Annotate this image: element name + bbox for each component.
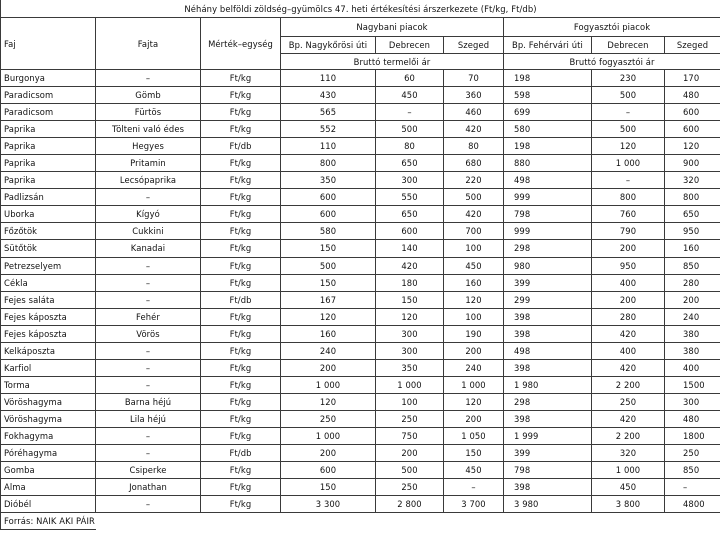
cell-fajta: Barna héjú bbox=[96, 393, 201, 410]
cell-unit: Ft/db bbox=[201, 291, 281, 308]
table-row bbox=[1, 223, 720, 240]
cell-retail-bp: 798 bbox=[504, 462, 592, 479]
cell-wholesale-szeged: 100 bbox=[444, 240, 504, 257]
cell-wholesale-szeged: 70 bbox=[444, 70, 504, 87]
cell-wholesale-debrecen: 500 bbox=[376, 121, 444, 138]
cell-fajta: – bbox=[96, 189, 201, 206]
cell-retail-bp: 699 bbox=[504, 104, 592, 121]
cell-faj: Fejes káposzta bbox=[1, 308, 96, 325]
header-wholesale-group: Nagybani piacok bbox=[281, 18, 504, 37]
cell-retail-debrecen: – bbox=[592, 172, 665, 189]
cell-retail-bp: 398 bbox=[504, 308, 592, 325]
table-row bbox=[1, 274, 720, 291]
cell-retail-szeged: 160 bbox=[665, 240, 720, 257]
cell-fajta: Tölteni való édes bbox=[96, 121, 201, 138]
cell-wholesale-szeged: 200 bbox=[444, 410, 504, 427]
cell-wholesale-szeged: 1 050 bbox=[444, 427, 504, 444]
cell-wholesale-bp: 600 bbox=[281, 206, 376, 223]
cell-retail-bp: 580 bbox=[504, 121, 592, 138]
cell-fajta: – bbox=[96, 70, 201, 87]
cell-retail-debrecen: 500 bbox=[592, 121, 665, 138]
cell-wholesale-bp: 167 bbox=[281, 291, 376, 308]
cell-faj: Karfiol bbox=[1, 359, 96, 376]
cell-unit: Ft/kg bbox=[201, 70, 281, 87]
cell-wholesale-szeged: 680 bbox=[444, 155, 504, 172]
cell-retail-debrecen: 1 000 bbox=[592, 462, 665, 479]
cell-wholesale-debrecen: 100 bbox=[376, 393, 444, 410]
cell-unit: Ft/kg bbox=[201, 427, 281, 444]
cell-fajta: – bbox=[96, 274, 201, 291]
cell-unit: Ft/kg bbox=[201, 87, 281, 104]
cell-fajta: – bbox=[96, 496, 201, 513]
cell-faj: Fejes saláta bbox=[1, 291, 96, 308]
cell-unit: Ft/db bbox=[201, 445, 281, 462]
cell-unit: Ft/kg bbox=[201, 393, 281, 410]
cell-wholesale-szeged: 420 bbox=[444, 121, 504, 138]
cell-wholesale-bp: 110 bbox=[281, 70, 376, 87]
cell-unit: Ft/kg bbox=[201, 359, 281, 376]
header-fajta: Fajta bbox=[96, 18, 201, 70]
cell-retail-bp: 880 bbox=[504, 155, 592, 172]
header-retail-szeged: Szeged bbox=[665, 37, 720, 54]
table-row bbox=[1, 104, 720, 121]
cell-retail-bp: 498 bbox=[504, 342, 592, 359]
cell-faj: Fejes káposzta bbox=[1, 325, 96, 342]
header-unit: Mérték–egység bbox=[201, 18, 281, 70]
cell-wholesale-debrecen: 500 bbox=[376, 462, 444, 479]
cell-wholesale-debrecen: 650 bbox=[376, 206, 444, 223]
cell-fajta: Vörös bbox=[96, 325, 201, 342]
cell-fajta: Fürtös bbox=[96, 104, 201, 121]
cell-wholesale-bp: 120 bbox=[281, 308, 376, 325]
table-row bbox=[1, 240, 720, 257]
cell-retail-szeged: 400 bbox=[665, 359, 720, 376]
cell-retail-bp: 999 bbox=[504, 189, 592, 206]
cell-wholesale-bp: 150 bbox=[281, 479, 376, 496]
cell-retail-debrecen: 400 bbox=[592, 342, 665, 359]
table-row bbox=[1, 172, 720, 189]
cell-faj: Vöröshagyma bbox=[1, 410, 96, 427]
cell-retail-szeged: 170 bbox=[665, 70, 720, 87]
cell-unit: Ft/kg bbox=[201, 155, 281, 172]
cell-fajta: Gömb bbox=[96, 87, 201, 104]
table-row bbox=[1, 325, 720, 342]
cell-wholesale-debrecen: 650 bbox=[376, 155, 444, 172]
cell-wholesale-bp: 1 000 bbox=[281, 427, 376, 444]
header-faj: Faj bbox=[1, 18, 96, 70]
cell-wholesale-bp: 580 bbox=[281, 223, 376, 240]
cell-retail-szeged: 480 bbox=[665, 410, 720, 427]
cell-wholesale-debrecen: 300 bbox=[376, 172, 444, 189]
cell-wholesale-szeged: 160 bbox=[444, 274, 504, 291]
cell-wholesale-szeged: – bbox=[444, 479, 504, 496]
cell-unit: Ft/kg bbox=[201, 121, 281, 138]
cell-faj: Paprika bbox=[1, 172, 96, 189]
cell-wholesale-bp: 250 bbox=[281, 410, 376, 427]
cell-retail-szeged: 300 bbox=[665, 393, 720, 410]
table-row bbox=[1, 189, 720, 206]
cell-wholesale-debrecen: 750 bbox=[376, 427, 444, 444]
cell-unit: Ft/kg bbox=[201, 410, 281, 427]
cell-faj: Burgonya bbox=[1, 70, 96, 87]
cell-retail-szeged: 950 bbox=[665, 223, 720, 240]
cell-fajta: – bbox=[96, 342, 201, 359]
cell-retail-bp: 1 980 bbox=[504, 376, 592, 393]
cell-wholesale-debrecen: 120 bbox=[376, 308, 444, 325]
cell-retail-szeged: 600 bbox=[665, 104, 720, 121]
cell-fajta: – bbox=[96, 359, 201, 376]
table-row bbox=[1, 445, 720, 462]
cell-retail-debrecen: 800 bbox=[592, 189, 665, 206]
cell-faj: Paradicsom bbox=[1, 87, 96, 104]
cell-faj: Főzőtök bbox=[1, 223, 96, 240]
cell-retail-debrecen: 250 bbox=[592, 393, 665, 410]
cell-retail-debrecen: 280 bbox=[592, 308, 665, 325]
cell-retail-debrecen: 200 bbox=[592, 240, 665, 257]
cell-wholesale-szeged: 450 bbox=[444, 257, 504, 274]
cell-wholesale-bp: 150 bbox=[281, 274, 376, 291]
cell-wholesale-bp: 3 300 bbox=[281, 496, 376, 513]
cell-retail-debrecen: 500 bbox=[592, 87, 665, 104]
cell-retail-bp: 980 bbox=[504, 257, 592, 274]
cell-retail-bp: 198 bbox=[504, 70, 592, 87]
cell-fajta: Fehér bbox=[96, 308, 201, 325]
cell-wholesale-szeged: 240 bbox=[444, 359, 504, 376]
cell-unit: Ft/kg bbox=[201, 342, 281, 359]
cell-faj: Dióbél bbox=[1, 496, 96, 513]
cell-unit: Ft/kg bbox=[201, 172, 281, 189]
cell-unit: Ft/kg bbox=[201, 240, 281, 257]
cell-wholesale-szeged: 460 bbox=[444, 104, 504, 121]
cell-unit: Ft/kg bbox=[201, 274, 281, 291]
cell-retail-szeged: 240 bbox=[665, 308, 720, 325]
cell-retail-bp: 198 bbox=[504, 138, 592, 155]
cell-retail-szeged: 280 bbox=[665, 274, 720, 291]
cell-retail-szeged: 320 bbox=[665, 172, 720, 189]
table-row bbox=[1, 410, 720, 427]
table-row bbox=[1, 359, 720, 376]
cell-retail-szeged: 1800 bbox=[665, 427, 720, 444]
cell-wholesale-bp: 430 bbox=[281, 87, 376, 104]
header-wholesale-debrecen: Debrecen bbox=[376, 37, 444, 54]
cell-retail-szeged: 1500 bbox=[665, 376, 720, 393]
cell-retail-debrecen: 420 bbox=[592, 410, 665, 427]
table-row bbox=[1, 291, 720, 308]
cell-wholesale-bp: 120 bbox=[281, 393, 376, 410]
cell-retail-bp: 398 bbox=[504, 479, 592, 496]
cell-wholesale-szeged: 80 bbox=[444, 138, 504, 155]
cell-fajta: Hegyes bbox=[96, 138, 201, 155]
table-row bbox=[1, 155, 720, 172]
cell-wholesale-szeged: 420 bbox=[444, 206, 504, 223]
cell-retail-debrecen: 450 bbox=[592, 479, 665, 496]
cell-unit: Ft/kg bbox=[201, 104, 281, 121]
header-retail-group: Fogyasztói piacok bbox=[504, 18, 720, 37]
cell-retail-szeged: 250 bbox=[665, 445, 720, 462]
cell-retail-szeged: – bbox=[665, 479, 720, 496]
cell-faj: Paradicsom bbox=[1, 104, 96, 121]
cell-retail-debrecen: 420 bbox=[592, 325, 665, 342]
cell-fajta: Lecsópaprika bbox=[96, 172, 201, 189]
cell-fajta: – bbox=[96, 376, 201, 393]
cell-wholesale-debrecen: 200 bbox=[376, 445, 444, 462]
table-row bbox=[1, 376, 720, 393]
cell-fajta: – bbox=[96, 427, 201, 444]
cell-retail-bp: 398 bbox=[504, 410, 592, 427]
cell-retail-bp: 399 bbox=[504, 274, 592, 291]
cell-wholesale-debrecen: 80 bbox=[376, 138, 444, 155]
cell-fajta: Kanadai bbox=[96, 240, 201, 257]
cell-retail-bp: 398 bbox=[504, 359, 592, 376]
cell-retail-debrecen: 1 000 bbox=[592, 155, 665, 172]
table-row bbox=[1, 87, 720, 104]
cell-fajta: – bbox=[96, 445, 201, 462]
cell-retail-debrecen: 230 bbox=[592, 70, 665, 87]
cell-retail-szeged: 200 bbox=[665, 291, 720, 308]
cell-faj: Torma bbox=[1, 376, 96, 393]
cell-fajta: Cukkini bbox=[96, 223, 201, 240]
table-row bbox=[1, 70, 720, 87]
cell-fajta: – bbox=[96, 257, 201, 274]
cell-wholesale-szeged: 150 bbox=[444, 445, 504, 462]
cell-wholesale-bp: 200 bbox=[281, 445, 376, 462]
cell-wholesale-bp: 240 bbox=[281, 342, 376, 359]
cell-wholesale-debrecen: 420 bbox=[376, 257, 444, 274]
table-row bbox=[1, 342, 720, 359]
cell-wholesale-bp: 160 bbox=[281, 325, 376, 342]
table-row bbox=[1, 393, 720, 410]
cell-retail-debrecen: 420 bbox=[592, 359, 665, 376]
cell-faj: Petrezselyem bbox=[1, 257, 96, 274]
cell-faj: Gomba bbox=[1, 462, 96, 479]
cell-retail-debrecen: 790 bbox=[592, 223, 665, 240]
cell-wholesale-szeged: 360 bbox=[444, 87, 504, 104]
table-row bbox=[1, 257, 720, 274]
source-note: Forrás: NAIK AKI PÁIR bbox=[1, 513, 96, 530]
cell-retail-szeged: 380 bbox=[665, 325, 720, 342]
cell-faj: Paprika bbox=[1, 138, 96, 155]
cell-unit: Ft/kg bbox=[201, 257, 281, 274]
cell-wholesale-debrecen: 2 800 bbox=[376, 496, 444, 513]
cell-fajta: Pritamin bbox=[96, 155, 201, 172]
cell-wholesale-debrecen: 600 bbox=[376, 223, 444, 240]
cell-wholesale-debrecen: – bbox=[376, 104, 444, 121]
cell-unit: Ft/kg bbox=[201, 325, 281, 342]
cell-retail-szeged: 120 bbox=[665, 138, 720, 155]
cell-retail-bp: 598 bbox=[504, 87, 592, 104]
cell-wholesale-debrecen: 1 000 bbox=[376, 376, 444, 393]
table-row bbox=[1, 496, 720, 513]
cell-retail-debrecen: 320 bbox=[592, 445, 665, 462]
cell-wholesale-szeged: 3 700 bbox=[444, 496, 504, 513]
cell-fajta: Lila héjú bbox=[96, 410, 201, 427]
cell-retail-bp: 398 bbox=[504, 325, 592, 342]
cell-faj: Paprika bbox=[1, 121, 96, 138]
cell-wholesale-debrecen: 60 bbox=[376, 70, 444, 87]
header-wholesale-szeged: Szeged bbox=[444, 37, 504, 54]
cell-retail-bp: 299 bbox=[504, 291, 592, 308]
table-row bbox=[1, 308, 720, 325]
cell-wholesale-bp: 150 bbox=[281, 240, 376, 257]
cell-faj: Póréhagyma bbox=[1, 445, 96, 462]
cell-faj: Sütőtök bbox=[1, 240, 96, 257]
header-retail-debrecen: Debrecen bbox=[592, 37, 665, 54]
cell-retail-szeged: 600 bbox=[665, 121, 720, 138]
cell-unit: Ft/kg bbox=[201, 462, 281, 479]
cell-retail-debrecen: 200 bbox=[592, 291, 665, 308]
cell-wholesale-debrecen: 140 bbox=[376, 240, 444, 257]
cell-retail-debrecen: 950 bbox=[592, 257, 665, 274]
cell-retail-bp: 498 bbox=[504, 172, 592, 189]
cell-wholesale-szeged: 450 bbox=[444, 462, 504, 479]
cell-wholesale-bp: 110 bbox=[281, 138, 376, 155]
cell-retail-szeged: 650 bbox=[665, 206, 720, 223]
cell-fajta: – bbox=[96, 291, 201, 308]
cell-wholesale-szeged: 500 bbox=[444, 189, 504, 206]
cell-wholesale-debrecen: 300 bbox=[376, 342, 444, 359]
cell-unit: Ft/kg bbox=[201, 308, 281, 325]
cell-retail-szeged: 480 bbox=[665, 87, 720, 104]
cell-unit: Ft/kg bbox=[201, 479, 281, 496]
cell-fajta: Kígyó bbox=[96, 206, 201, 223]
cell-fajta: Csiperke bbox=[96, 462, 201, 479]
cell-fajta: Jonathan bbox=[96, 479, 201, 496]
table-title: Néhány belföldi zöldség–gyümölcs 47. heti értékesítési árszerkezete (Ft/kg, Ft/db) bbox=[1, 0, 720, 18]
cell-faj: Paprika bbox=[1, 155, 96, 172]
cell-wholesale-bp: 200 bbox=[281, 359, 376, 376]
cell-wholesale-szeged: 700 bbox=[444, 223, 504, 240]
cell-retail-debrecen: – bbox=[592, 104, 665, 121]
table-row bbox=[1, 121, 720, 138]
cell-unit: Ft/db bbox=[201, 138, 281, 155]
cell-wholesale-bp: 600 bbox=[281, 189, 376, 206]
header-wholesale-bp: Bp. Nagykőrösi úti bbox=[281, 37, 376, 54]
cell-faj: Fokhagyma bbox=[1, 427, 96, 444]
header-wholesale-sub: Bruttó termelői ár bbox=[281, 54, 504, 70]
cell-wholesale-szeged: 190 bbox=[444, 325, 504, 342]
cell-unit: Ft/kg bbox=[201, 496, 281, 513]
cell-wholesale-szeged: 200 bbox=[444, 342, 504, 359]
cell-retail-debrecen: 2 200 bbox=[592, 376, 665, 393]
cell-retail-szeged: 850 bbox=[665, 462, 720, 479]
cell-retail-szeged: 800 bbox=[665, 189, 720, 206]
cell-wholesale-bp: 1 000 bbox=[281, 376, 376, 393]
cell-wholesale-szeged: 120 bbox=[444, 393, 504, 410]
cell-retail-bp: 1 999 bbox=[504, 427, 592, 444]
cell-faj: Uborka bbox=[1, 206, 96, 223]
cell-wholesale-debrecen: 550 bbox=[376, 189, 444, 206]
cell-retail-bp: 3 980 bbox=[504, 496, 592, 513]
cell-retail-debrecen: 120 bbox=[592, 138, 665, 155]
cell-wholesale-szeged: 1 000 bbox=[444, 376, 504, 393]
header-retail-sub: Bruttó fogyasztói ár bbox=[504, 54, 720, 70]
cell-wholesale-debrecen: 180 bbox=[376, 274, 444, 291]
cell-wholesale-debrecen: 250 bbox=[376, 410, 444, 427]
cell-wholesale-bp: 552 bbox=[281, 121, 376, 138]
cell-retail-szeged: 380 bbox=[665, 342, 720, 359]
cell-wholesale-debrecen: 250 bbox=[376, 479, 444, 496]
cell-wholesale-bp: 500 bbox=[281, 257, 376, 274]
table-row bbox=[1, 479, 720, 496]
cell-wholesale-szeged: 220 bbox=[444, 172, 504, 189]
table-row bbox=[1, 206, 720, 223]
cell-faj: Padlizsán bbox=[1, 189, 96, 206]
cell-retail-szeged: 4800 bbox=[665, 496, 720, 513]
cell-retail-debrecen: 3 800 bbox=[592, 496, 665, 513]
cell-wholesale-bp: 350 bbox=[281, 172, 376, 189]
cell-unit: Ft/kg bbox=[201, 206, 281, 223]
cell-retail-bp: 298 bbox=[504, 240, 592, 257]
cell-retail-debrecen: 400 bbox=[592, 274, 665, 291]
table-row bbox=[1, 462, 720, 479]
header-retail-bp: Bp. Fehérvári úti bbox=[504, 37, 592, 54]
cell-retail-debrecen: 760 bbox=[592, 206, 665, 223]
cell-retail-bp: 399 bbox=[504, 445, 592, 462]
cell-faj: Vöröshagyma bbox=[1, 393, 96, 410]
cell-faj: Cékla bbox=[1, 274, 96, 291]
cell-retail-bp: 999 bbox=[504, 223, 592, 240]
table-row bbox=[1, 427, 720, 444]
cell-wholesale-debrecen: 150 bbox=[376, 291, 444, 308]
cell-retail-bp: 298 bbox=[504, 393, 592, 410]
cell-wholesale-bp: 800 bbox=[281, 155, 376, 172]
cell-faj: Kelkáposzta bbox=[1, 342, 96, 359]
cell-wholesale-debrecen: 300 bbox=[376, 325, 444, 342]
cell-retail-szeged: 850 bbox=[665, 257, 720, 274]
cell-faj: Alma bbox=[1, 479, 96, 496]
cell-wholesale-bp: 565 bbox=[281, 104, 376, 121]
cell-unit: Ft/kg bbox=[201, 189, 281, 206]
cell-wholesale-debrecen: 450 bbox=[376, 87, 444, 104]
cell-wholesale-debrecen: 350 bbox=[376, 359, 444, 376]
cell-retail-debrecen: 2 200 bbox=[592, 427, 665, 444]
cell-wholesale-szeged: 100 bbox=[444, 308, 504, 325]
source-filler bbox=[96, 513, 720, 530]
table-row bbox=[1, 138, 720, 155]
cell-retail-bp: 798 bbox=[504, 206, 592, 223]
cell-unit: Ft/kg bbox=[201, 223, 281, 240]
cell-unit: Ft/kg bbox=[201, 376, 281, 393]
cell-wholesale-bp: 600 bbox=[281, 462, 376, 479]
cell-wholesale-szeged: 120 bbox=[444, 291, 504, 308]
cell-retail-szeged: 900 bbox=[665, 155, 720, 172]
